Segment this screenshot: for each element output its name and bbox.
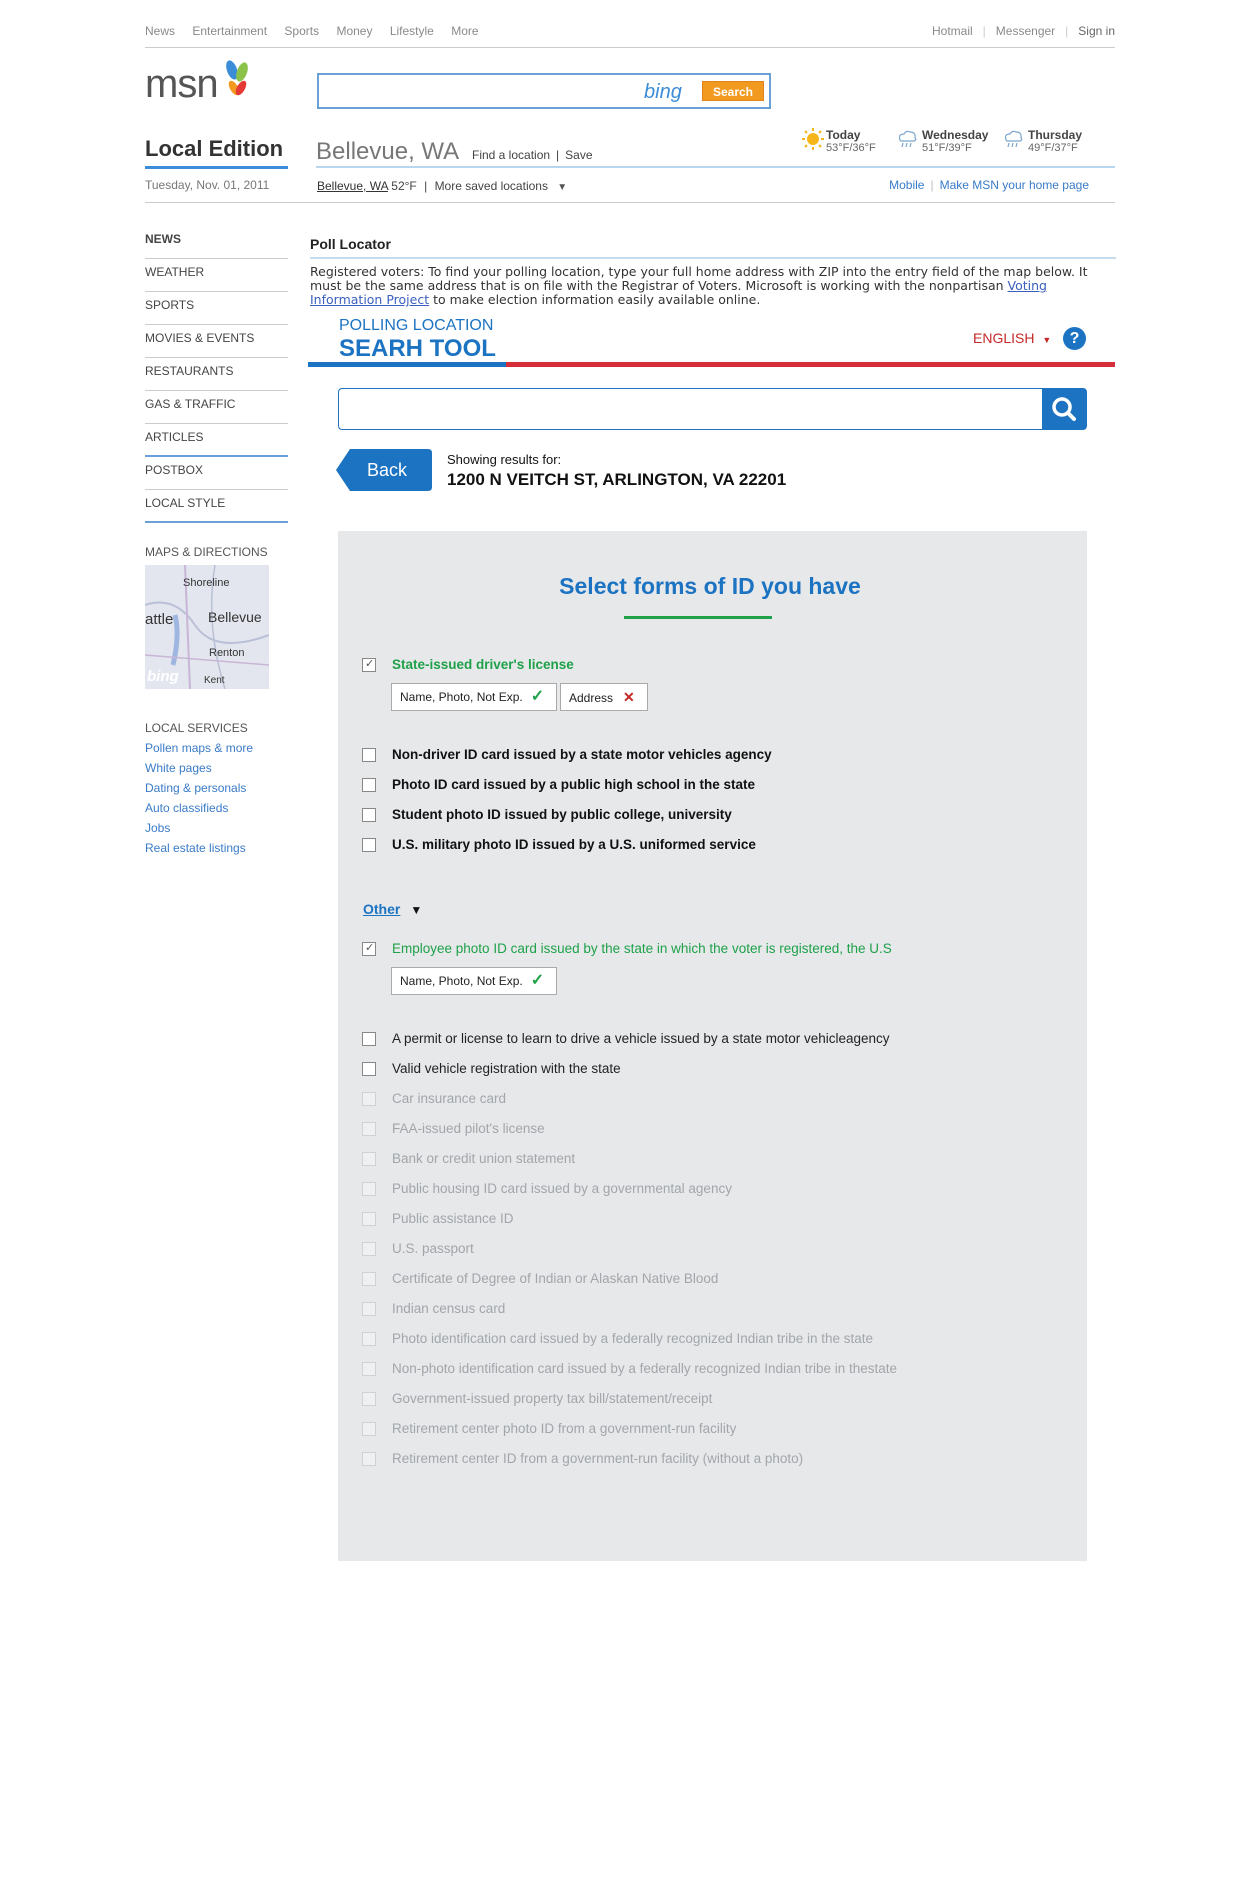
divider: | <box>1065 24 1069 38</box>
back-button-label: Back <box>367 460 408 480</box>
msn-butterfly-icon <box>222 58 252 102</box>
divider <box>145 47 1115 48</box>
tag-label: Name, Photo, Not Exp. <box>400 690 523 704</box>
search-button[interactable]: Search <box>702 81 764 101</box>
local-service-link[interactable]: Real estate listings <box>145 841 246 855</box>
map-label: Shoreline <box>183 577 230 589</box>
utility-links <box>889 178 1089 192</box>
local-service-link[interactable]: Dating & personals <box>145 781 247 795</box>
current-city: Bellevue, WA <box>316 138 460 165</box>
make-home-page-link[interactable]: Make MSN your home page <box>939 178 1089 192</box>
check-icon: ✓ <box>530 688 545 705</box>
checkbox-checked[interactable] <box>362 942 376 956</box>
address-search-input[interactable] <box>338 388 1044 430</box>
id-option-label: Non-driver ID card issued by a state motor vehicles agency <box>392 747 772 762</box>
id-option-label: Retirement center ID from a government-run facility (without a photo) <box>392 1451 804 1466</box>
checkbox[interactable] <box>362 1032 376 1046</box>
id-option-label: Indian census card <box>392 1301 506 1316</box>
sidebar-item-news[interactable]: NEWS <box>145 226 288 259</box>
rain-cloud-icon <box>896 128 918 150</box>
nav-messenger[interactable]: Messenger <box>995 24 1056 38</box>
id-option-label: State-issued driver's license <box>392 657 574 672</box>
language-label: ENGLISH <box>973 330 1035 346</box>
local-service-link[interactable]: White pages <box>145 761 212 775</box>
language-selector[interactable] <box>973 330 1051 346</box>
rain-cloud-icon <box>1002 128 1024 150</box>
mobile-link[interactable]: Mobile <box>889 178 925 192</box>
divider <box>310 257 1116 259</box>
other-label: Other <box>363 901 401 917</box>
nav-more[interactable]: More <box>451 24 479 38</box>
id-option-label: Student photo ID issued by public college, university <box>392 807 732 822</box>
divider: | <box>424 179 428 193</box>
weather-day: Wednesday <box>922 128 989 142</box>
checkbox-disabled <box>362 1302 376 1316</box>
local-edition-title: Local Edition <box>145 136 284 161</box>
id-option-label: FAA-issued pilot's license <box>392 1121 545 1136</box>
sidebar-item-weather[interactable]: WEATHER <box>145 259 288 292</box>
local-service-link[interactable]: Pollen maps & more <box>145 741 254 755</box>
close-icon: ✕ <box>623 689 635 705</box>
checkbox-disabled <box>362 1242 376 1256</box>
sidebar-item-local-style[interactable]: LOCAL STYLE <box>145 490 288 523</box>
divider <box>624 616 772 619</box>
check-icon: ✓ <box>365 942 375 954</box>
panel-title: Select forms of ID you have <box>559 573 861 599</box>
local-service-link[interactable]: Jobs <box>145 821 171 835</box>
saved-city-link[interactable]: Bellevue, WA <box>317 179 388 193</box>
tool-divider-blue <box>308 362 506 367</box>
divider: | <box>556 148 560 162</box>
checkbox[interactable] <box>362 808 376 822</box>
tool-divider-red <box>506 362 1115 367</box>
id-option-label: Government-issued property tax bill/statement/receipt <box>392 1391 713 1406</box>
top-nav <box>145 24 493 38</box>
poll-locator-title: Poll Locator <box>310 236 391 252</box>
check-icon: ✓ <box>365 658 375 670</box>
msn-search-box[interactable] <box>317 73 771 109</box>
checkbox-disabled <box>362 1392 376 1406</box>
nav-entertainment[interactable]: Entertainment <box>192 24 268 38</box>
nav-lifestyle[interactable]: Lifestyle <box>389 24 434 38</box>
bing-logo: bing <box>147 668 179 685</box>
requirement-tag-met <box>391 967 557 995</box>
other-toggle[interactable] <box>363 901 422 917</box>
checkbox-disabled <box>362 1362 376 1376</box>
map-label: Kent <box>204 675 225 686</box>
id-option-label: U.S. military photo ID issued by a U.S. uniformed service <box>392 837 756 852</box>
sign-in-link[interactable]: Sign in <box>1078 24 1115 38</box>
id-option-label: Photo identification card issued by a federally recognized Indian tribe in the state <box>392 1331 874 1346</box>
checkbox-disabled <box>362 1092 376 1106</box>
requirement-tag-missing <box>560 683 648 711</box>
chevron-down-icon[interactable]: ▼ <box>557 182 568 193</box>
nav-hotmail[interactable]: Hotmail <box>931 24 973 38</box>
searched-address: 1200 N VEITCH ST, ARLINGTON, VA 22201 <box>447 470 787 489</box>
maps-directions-title[interactable]: MAPS & DIRECTIONS <box>145 545 268 559</box>
id-option-label: A permit or license to learn to drive a vehicle issued by a state motor vehicleagency <box>392 1031 890 1046</box>
weather-temp: 51°F/39°F <box>922 142 972 154</box>
id-option-label: Public assistance ID <box>392 1211 514 1226</box>
poll-description-text: to make election information easily available online. <box>429 292 761 307</box>
checkbox-disabled <box>362 1272 376 1286</box>
divider <box>145 202 1115 203</box>
nav-sports[interactable]: Sports <box>284 24 320 38</box>
nav-news[interactable]: News <box>145 24 176 38</box>
id-selection-panel <box>338 531 1087 1561</box>
search-icon <box>1042 388 1087 430</box>
checkbox-disabled <box>362 1122 376 1136</box>
id-option-label: Employee photo ID card issued by the state in which the voter is registered, the U.S <box>392 941 892 956</box>
address-search-button[interactable] <box>1042 388 1087 430</box>
saved-locations-row <box>317 179 567 193</box>
checkbox-disabled <box>362 1152 376 1166</box>
tag-label: Name, Photo, Not Exp. <box>400 974 523 988</box>
sun-icon <box>802 128 824 150</box>
local-services-title: LOCAL SERVICES <box>145 721 248 735</box>
sidebar-item-postbox[interactable]: POSTBOX <box>145 457 288 490</box>
tool-subtitle: POLLING LOCATION <box>339 317 494 334</box>
checkbox[interactable] <box>362 1062 376 1076</box>
sidebar-item-sports[interactable]: SPORTS <box>145 292 288 325</box>
weather-temp: 53°F/36°F <box>826 142 876 154</box>
id-option-label: Non-photo identification card issued by a federally recognized Indian tribe in thestate <box>392 1361 898 1376</box>
sidebar-nav <box>145 226 288 523</box>
divider: | <box>982 24 986 38</box>
poll-description <box>310 265 1100 307</box>
sidebar-item-restaurants[interactable]: RESTAURANTS <box>145 358 288 391</box>
id-option-label: Valid vehicle registration with the state <box>392 1061 621 1076</box>
checkbox[interactable] <box>362 748 376 762</box>
sidebar-item-movies-events[interactable]: MOVIES & EVENTS <box>145 325 288 358</box>
checkbox[interactable] <box>362 838 376 852</box>
checkbox-disabled <box>362 1422 376 1436</box>
find-location-link[interactable]: Find a location <box>472 148 551 162</box>
map-label: Bellevue <box>208 609 262 625</box>
weather-day: Today <box>826 128 861 142</box>
back-button[interactable] <box>336 449 432 491</box>
map-label: attle <box>145 611 174 628</box>
checkbox-disabled <box>362 1452 376 1466</box>
id-option-label: U.S. passport <box>392 1241 474 1256</box>
checkbox-checked[interactable] <box>362 658 376 672</box>
msn-logo[interactable]: msn <box>145 62 218 106</box>
check-icon: ✓ <box>530 972 545 989</box>
saved-city-temp: 52°F <box>391 179 417 193</box>
id-option-label: Car insurance card <box>392 1091 507 1106</box>
nav-money[interactable]: Money <box>336 24 373 38</box>
divider: | <box>930 178 934 192</box>
help-icon[interactable]: ? <box>1063 327 1086 350</box>
id-option-label: Retirement center photo ID from a government-run facility <box>392 1421 737 1436</box>
id-option-label: Certificate of Degree of Indian or Alaskan Native Blood <box>392 1271 719 1286</box>
divider <box>145 166 288 169</box>
triangle-down-icon: ▼ <box>410 903 423 917</box>
id-option-label: Bank or credit union statement <box>392 1151 576 1166</box>
checkbox-disabled <box>362 1332 376 1346</box>
top-right-nav <box>932 24 1115 38</box>
map-label: Renton <box>209 647 245 659</box>
sidebar-item-articles[interactable]: ARTICLES <box>145 424 288 457</box>
weather-day: Thursday <box>1028 128 1083 142</box>
tag-label: Address <box>569 691 614 705</box>
voting-information-project-link[interactable]: Voting Information Project <box>310 278 1047 307</box>
requirement-tag-met <box>391 683 557 711</box>
tool-title: SEARH TOOL <box>339 335 496 362</box>
chevron-down-icon: ▼ <box>1042 335 1052 345</box>
checkbox-disabled <box>362 1212 376 1226</box>
save-location-link[interactable]: Save <box>565 148 593 162</box>
showing-results-label: Showing results for: <box>447 452 562 467</box>
sidebar-item-gas-traffic[interactable]: GAS & TRAFFIC <box>145 391 288 424</box>
weather-temp: 49°F/37°F <box>1028 142 1078 154</box>
more-saved-locations-link[interactable]: More saved locations <box>434 179 548 193</box>
map-thumbnail[interactable] <box>145 565 269 689</box>
checkbox-disabled <box>362 1182 376 1196</box>
local-service-link[interactable]: Auto classifieds <box>145 801 229 815</box>
poll-description-text: Registered voters: To find your polling location, type your full home address with ZIP into the entry field of the map below. It must be the same address that is on file with the Registrar of Voters. Microsoft is working with the nonpartisan <box>310 264 1088 293</box>
bing-logo: bing <box>644 81 682 103</box>
divider <box>316 166 1115 168</box>
local-services-links <box>145 738 253 858</box>
checkbox[interactable] <box>362 778 376 792</box>
id-option-label: Public housing ID card issued by a governmental agency <box>392 1181 732 1196</box>
id-option-label: Photo ID card issued by a public high school in the state <box>392 777 756 792</box>
location-actions <box>472 148 593 162</box>
current-date: Tuesday, Nov. 01, 2011 <box>145 178 270 192</box>
